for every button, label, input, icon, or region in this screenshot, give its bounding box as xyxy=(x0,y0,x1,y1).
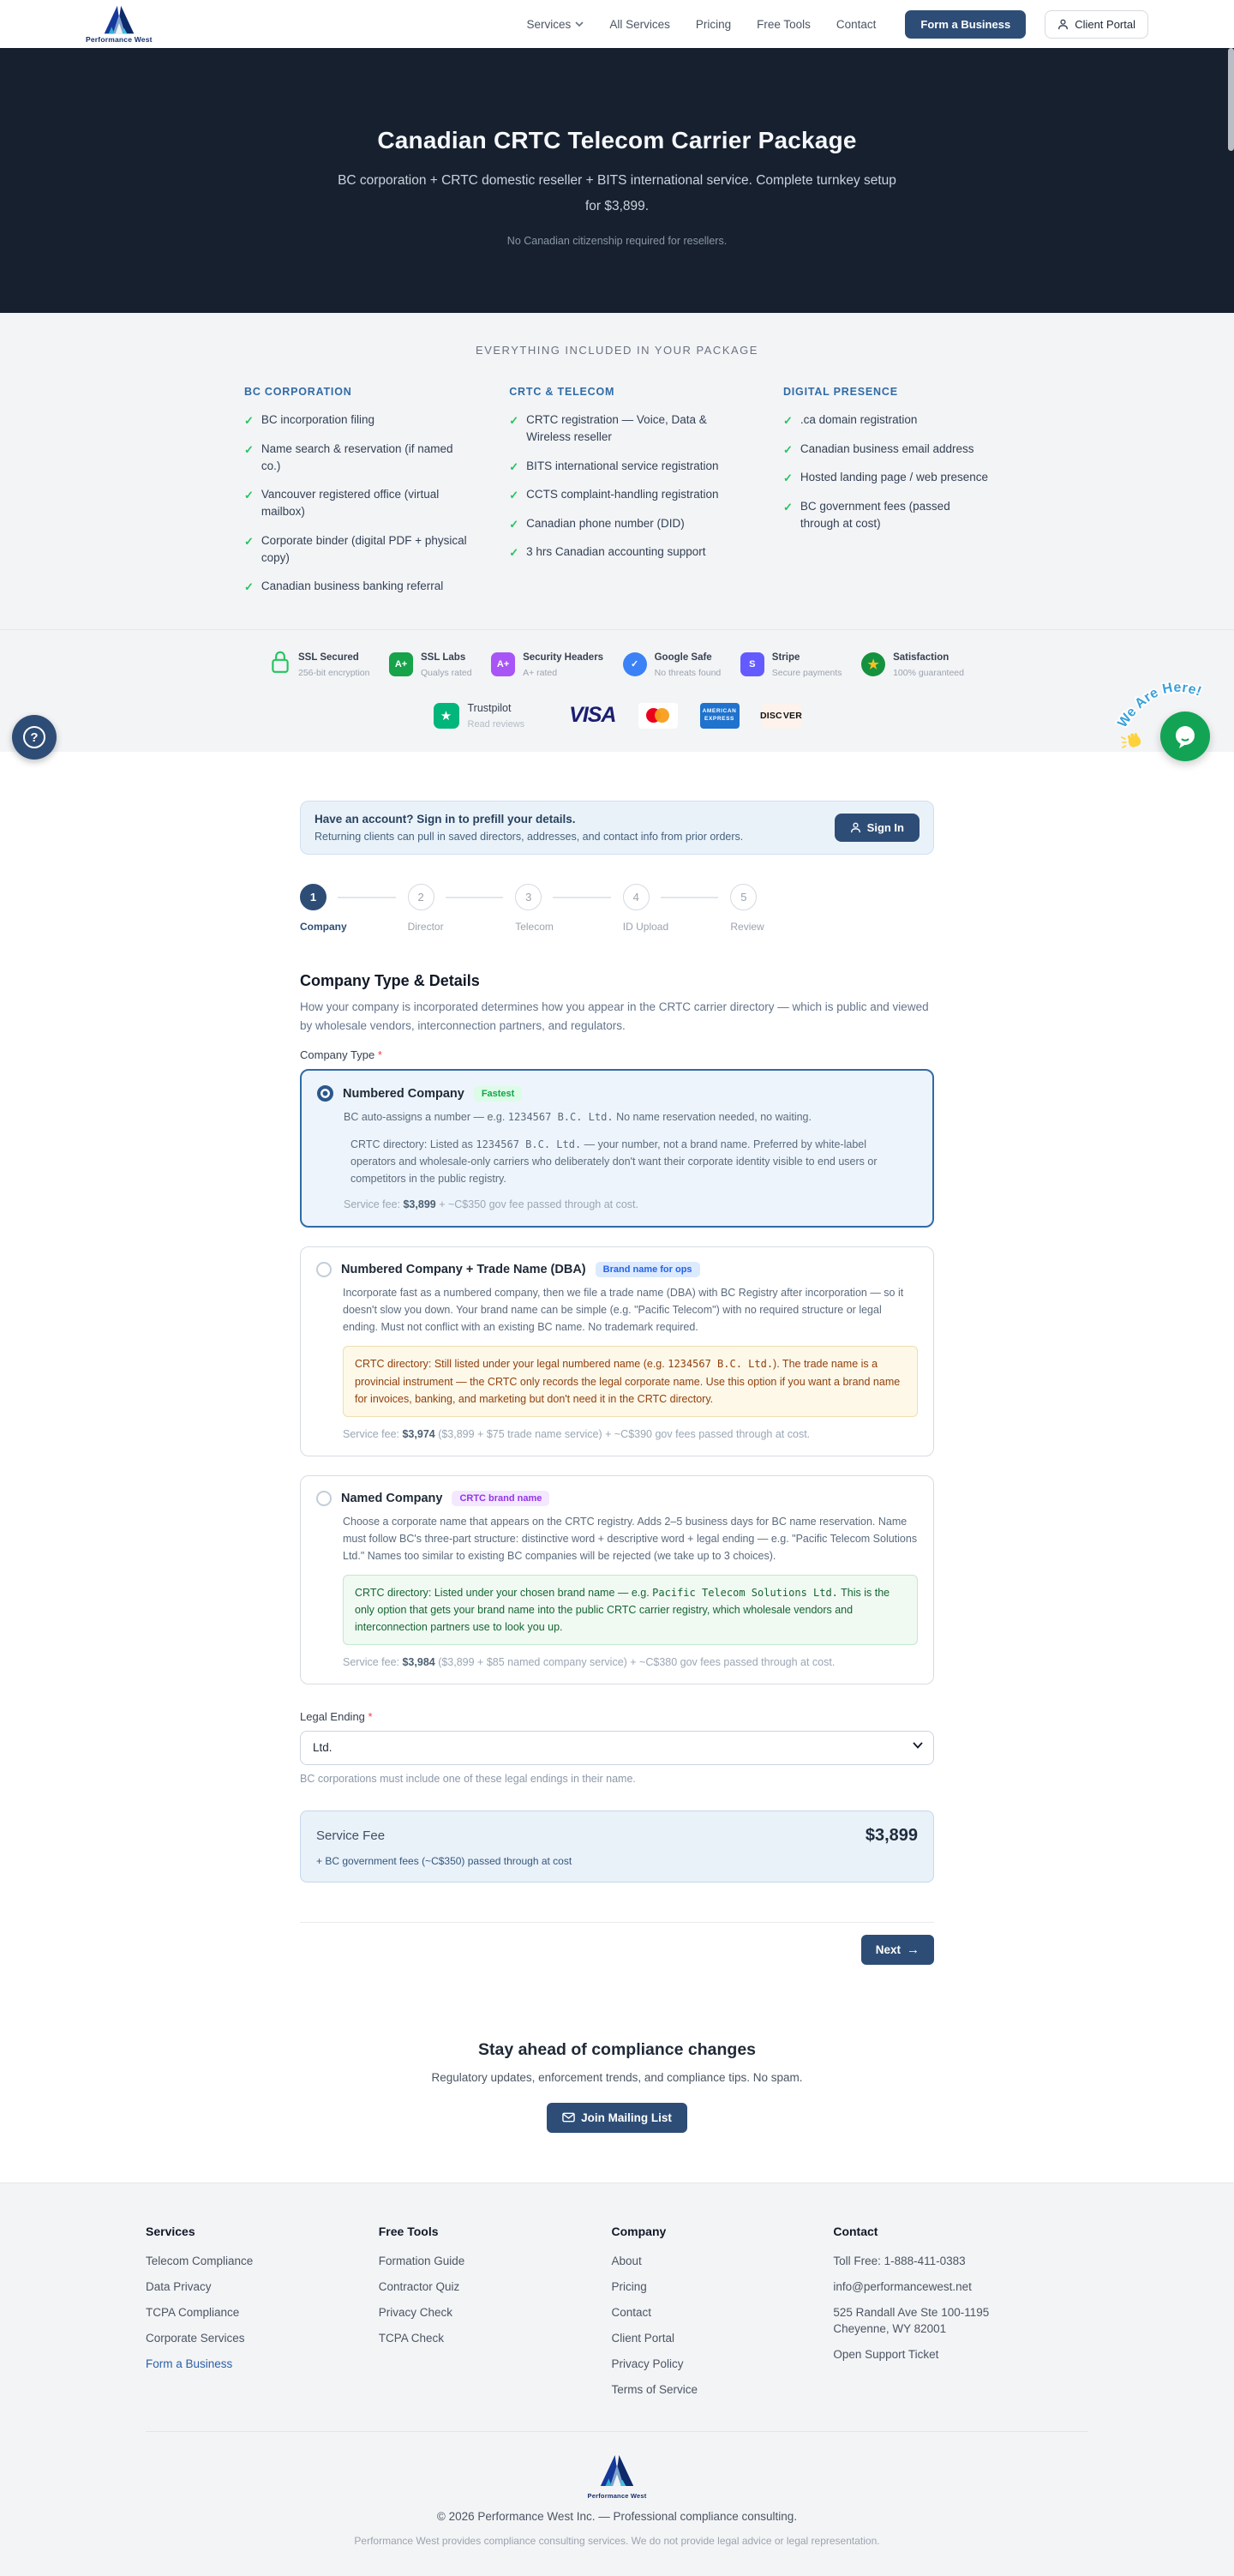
service-fee-label: Service Fee xyxy=(316,1828,386,1843)
service-fee-line: Service fee: $3,974 ($3,899 + $75 trade name service) + ~C$390 gov fees passed through at cost. xyxy=(343,1427,811,1440)
check-icon: ✓ xyxy=(244,580,254,593)
radio-unselected[interactable] xyxy=(316,1491,332,1506)
footer-link[interactable]: Telecom Compliance xyxy=(146,2254,254,2267)
star-icon: ★ xyxy=(861,652,885,676)
list-item: ✓ Canadian business banking referral xyxy=(244,578,473,596)
footer-column-company: Company About Pricing Contact Client Portal Privacy Policy Terms of Service xyxy=(612,2225,834,2409)
svg-text:We Are Here!: We Are Here! xyxy=(1115,680,1204,730)
included-heading: EVERYTHING INCLUDED IN YOUR PACKAGE xyxy=(476,344,758,357)
step-id-upload[interactable]: 4 ID Upload xyxy=(623,884,731,933)
service-fee-line: Service fee: $3,899 + ~C$350 gov fee passed through at cost. xyxy=(344,1198,638,1211)
lock-icon xyxy=(270,650,291,678)
footer-address-line1: 525 Randall Ave Ste 100-1195 xyxy=(833,2305,990,2319)
nav-contact[interactable]: Contact xyxy=(836,17,877,31)
footer-support-ticket-link[interactable]: Open Support Ticket xyxy=(833,2347,939,2361)
badge-ssl-labs: A+ SSL Labs Qualys rated xyxy=(389,649,472,680)
signin-banner xyxy=(300,801,934,855)
footer-link[interactable]: Pricing xyxy=(611,2279,647,2293)
footer xyxy=(0,2183,1234,2576)
footer-address-line2: Cheyenne, WY 82001 xyxy=(833,2321,947,2335)
included-column-bc-corporation: BC CORPORATION ✓ BC incorporation filing ✓ Name search & reservation (if named co.) ✓ Vancouver registered office (virtual mailbox) ✓ Corporate binder (digital PDF + physical copy) ✓ Canadian business banking referral xyxy=(244,386,473,607)
mountain-logo-icon xyxy=(104,5,135,34)
included-column-crtc-telecom: CRTC & TELECOM ✓ CRTC registration — Voice, Data & Wireless reseller ✓ BITS international service registration ✓ CCTS complaint-handling registration ✓ Canadian phone number (DID) ✓ 3 hrs Canadian accounting support xyxy=(509,386,747,607)
form-a-business-button[interactable]: Form a Business xyxy=(905,10,1026,39)
step-review[interactable]: 5 Review xyxy=(730,884,838,933)
check-icon: ✓ xyxy=(509,414,519,427)
option-numbered-company[interactable]: Numbered Company Fastest BC auto-assigns a number — e.g. 1234567 B.C. Ltd. No name reservation needed, no waiting. CRTC directory: Listed as 1234567 B.C. Ltd. — your number, not a brand name. Preferred by white-label operators and wholesale-only carriers who deliberately don't want their corporate identity visible to end users or competitors in the public registry. Service fee: $3,899 + ~C$350 gov fee passed through at cost. xyxy=(300,1069,934,1228)
legal-ending-helper: BC corporations must include one of these legal endings in their name. xyxy=(300,1772,636,1785)
included-section xyxy=(0,313,1234,752)
service-fee-box xyxy=(300,1810,934,1882)
option-numbered-company-dba[interactable]: Numbered Company + Trade Name (DBA) Brand name for ops Incorporate fast as a numbered company, then we file a trade name (DBA) with BC Registry after incorporation — so it doesn't slow you down. Your brand name can be simple (e.g. "Pacific Telecom") with no required structure or legal ending. Must not conflict with an existing BC name. No trademark required. CRTC directory: Still listed under your legal numbered name (e.g. 1234567 B.C. Ltd.). The trade name is a provincial instrument — the CRTC only records the legal corporate name. Use this option if you want a brand name for invoices, banking, and marketing but don't need it in the CRTC directory. Service fee: $3,974 ($3,899 + $75 trade name service) + ~C$390 gov fees passed through at cost. xyxy=(300,1246,934,1456)
stripe-icon: S xyxy=(740,652,764,676)
trust-badges-strip xyxy=(0,629,1234,683)
badge-satisfaction: ★ Satisfaction 100% guaranteed xyxy=(861,649,964,680)
main-nav xyxy=(527,18,877,31)
list-item: ✓ CCTS complaint-handling registration xyxy=(509,486,747,504)
check-icon: ✓ xyxy=(782,500,793,513)
check-icon: ✓ xyxy=(782,414,793,427)
list-item: ✓ Vancouver registered office (virtual mailbox) xyxy=(244,486,473,521)
crtc-directory-note: CRTC directory: Still listed under your legal numbered name (e.g. 1234567 B.C. Ltd.). The trade name is a provincial instrument — the CRTC only records the legal corporate name. Use this option if you want a brand name for invoices, banking, and marketing but don't need it in the CRTC directory. xyxy=(343,1346,918,1416)
crtc-directory-note: CRTC directory: Listed as 1234567 B.C. Ltd. — your number, not a brand name. Preferred by white-label operators and wholesale-only carriers who deliberately don't want their corporate identity visible to end users or competitors in the public registry. xyxy=(350,1138,878,1186)
footer-link[interactable]: Privacy Check xyxy=(378,2305,453,2319)
brand-name-for-ops-badge: Brand name for ops xyxy=(596,1262,700,1277)
footer-phone[interactable]: Toll Free: 1-888-411-0383 xyxy=(833,2254,966,2267)
question-mark-icon: ? xyxy=(23,726,45,748)
list-item: ✓ Corporate binder (digital PDF + physical copy) xyxy=(244,532,473,567)
progress-stepper xyxy=(300,884,838,933)
form-description: How your company is incorporated determines how you appear in the CRTC carrier directory — which is public and viewed by wholesale vendors, interconnection partners, and regulators. xyxy=(300,1000,929,1032)
step-telecom[interactable]: 3 Telecom xyxy=(515,884,623,933)
brand-logo[interactable] xyxy=(86,5,153,44)
footer-logo: Performance West xyxy=(588,2454,647,2500)
chat-button[interactable] xyxy=(1160,712,1210,761)
company-type-label: Company Type * xyxy=(300,1048,382,1062)
mastercard-logo xyxy=(638,703,678,729)
signin-subtitle: Returning clients can pull in saved directors, addresses, and contact info from prior orders. xyxy=(314,830,744,843)
footer-link[interactable]: Formation Guide xyxy=(378,2254,465,2267)
mountain-logo-icon xyxy=(600,2454,634,2491)
radio-unselected[interactable] xyxy=(316,1262,332,1277)
crtc-brand-name-badge: CRTC brand name xyxy=(452,1491,549,1506)
footer-column-contact: Contact Toll Free: 1-888-411-0383 info@performancewest.net 525 Randall Ave Ste 100-1195 Cheyenne, WY 82001 Open Support Ticket xyxy=(833,2225,1088,2409)
scrollbar-thumb[interactable] xyxy=(1228,48,1234,151)
a-plus-rating-icon: A+ xyxy=(389,652,413,676)
footer-link[interactable]: Privacy Policy xyxy=(611,2357,684,2370)
envelope-icon xyxy=(562,2112,575,2123)
legal-ending-select[interactable] xyxy=(300,1731,934,1765)
footer-link[interactable]: TCPA Check xyxy=(378,2331,445,2345)
check-icon: ✓ xyxy=(509,546,519,559)
divider xyxy=(300,1922,934,1923)
nav-pricing[interactable]: Pricing xyxy=(695,17,732,31)
step-company[interactable]: 1 Company xyxy=(300,884,408,933)
newsletter-heading: Stay ahead of compliance changes xyxy=(477,2039,757,2059)
option-named-company[interactable]: Named Company CRTC brand name Choose a corporate name that appears on the CRTC registry. Adds 2–5 business days for BC name reservation. Name must follow BC's three-part structure: distinctive word + descriptive word + legal ending — e.g. "Pacific Telecom Solutions Ltd." Names too similar to existing BC companies will be rejected (we take up to 3 choices). CRTC directory: Listed under your chosen brand name — e.g. Pacific Telecom Solutions Ltd. This is the only option that gets your brand name into the public CRTC carrier registry, which wholesale vendors and interconnection partners use to look you up. Service fee: $3,984 ($3,899 + $85 named company service) + ~C$380 gov fees passed through at cost. xyxy=(300,1475,934,1684)
radio-selected[interactable] xyxy=(317,1085,333,1102)
chat-bubble-icon xyxy=(1172,724,1198,749)
footer-link[interactable]: Contact xyxy=(611,2305,652,2319)
hero-subtitle: BC corporation + CRTC domestic reseller + BITS international service. Complete turnkey setup for $3,899. xyxy=(338,173,896,214)
sign-in-button[interactable]: Sign In xyxy=(835,814,920,842)
brand-name: Performance West xyxy=(86,34,153,44)
list-item: ✓ .ca domain registration xyxy=(783,411,990,429)
list-item: ✓ Canadian phone number (DID) xyxy=(509,515,747,533)
step-director[interactable]: 2 Director xyxy=(408,884,516,933)
crtc-directory-note: CRTC directory: Listed under your chosen brand name — e.g. Pacific Telecom Solutions Ltd. This is the only option that gets your brand name into the public CRTC carrier registry, which wholesale vendors and interconnection partners use to look you up. xyxy=(343,1575,918,1645)
waving-hand-icon xyxy=(1121,731,1143,754)
badge-ssl-secured: SSL Secured 256-bit encryption xyxy=(270,649,369,680)
discover-logo: DISC VER xyxy=(762,703,801,729)
chat-widget xyxy=(1109,679,1224,761)
nav-services[interactable]: Services xyxy=(527,18,584,31)
list-item: ✓ BITS international service registration xyxy=(509,458,747,476)
list-item: ✓ 3 hrs Canadian accounting support xyxy=(509,543,747,561)
fastest-badge: Fastest xyxy=(474,1086,523,1102)
list-item: ✓ BC government fees (passed through at cost) xyxy=(783,498,990,533)
trustpilot-star-icon: ★ xyxy=(434,703,459,729)
form-heading: Company Type & Details xyxy=(300,971,480,989)
check-icon: ✓ xyxy=(782,442,793,456)
a-plus-rating-icon: A+ xyxy=(491,652,515,676)
visa-logo: VISA xyxy=(569,703,616,727)
trustpilot-badge[interactable]: ★ Trustpilot Read reviews xyxy=(434,700,525,731)
hero-note: No Canadian citizenship required for resellers. xyxy=(506,235,728,248)
footer-link[interactable]: Client Portal xyxy=(611,2331,675,2345)
footer-link[interactable]: TCPA Compliance xyxy=(146,2305,240,2319)
nav-all-services[interactable]: All Services xyxy=(609,17,670,31)
service-fee-note: + BC government fees (~C$350) passed through at cost xyxy=(316,1854,572,1867)
hero-section xyxy=(0,48,1234,313)
check-icon: ✓ xyxy=(244,442,254,456)
footer-link[interactable]: Terms of Service xyxy=(611,2382,698,2396)
payments-row xyxy=(0,680,1234,752)
list-item: ✓ Canadian business email address xyxy=(783,441,990,459)
footer-link[interactable]: Corporate Services xyxy=(146,2331,245,2345)
next-button[interactable]: Next → xyxy=(861,1935,934,1965)
chevron-down-icon xyxy=(575,21,584,27)
amex-logo: AMERICAN EXPRESS xyxy=(700,703,740,729)
check-icon: ✓ xyxy=(782,471,793,484)
check-icon: ✓ xyxy=(509,489,519,501)
nav-free-tools[interactable]: Free Tools xyxy=(757,17,811,31)
help-button[interactable] xyxy=(12,715,57,760)
join-mailing-list-button[interactable]: Join Mailing List xyxy=(547,2103,687,2133)
newsletter-section xyxy=(0,1970,1234,2183)
badge-stripe: S Stripe Secure payments xyxy=(740,649,842,680)
disclaimer: Performance West provides compliance consulting services. We do not provide legal advice or legal representation. xyxy=(354,2534,880,2547)
footer-link[interactable]: Data Privacy xyxy=(146,2279,212,2293)
check-icon: ✓ xyxy=(509,459,519,473)
header xyxy=(0,0,1234,48)
badge-google-safe: ✓ Google Safe No threats found xyxy=(623,649,722,680)
footer-bottom xyxy=(146,2431,1088,2576)
list-item: ✓ BC incorporation filing xyxy=(244,411,473,429)
copyright: © 2026 Performance West Inc. — Professional compliance consulting. xyxy=(436,2509,798,2523)
badge-security-headers: A+ Security Headers A+ rated xyxy=(491,649,603,680)
check-icon: ✓ xyxy=(244,414,254,427)
check-circle-icon: ✓ xyxy=(623,652,647,676)
list-item: ✓ Hosted landing page / web presence xyxy=(783,469,990,487)
signin-title: Have an account? Sign in to prefill your details. xyxy=(314,812,576,826)
footer-link[interactable]: Contractor Quiz xyxy=(378,2279,460,2293)
person-icon xyxy=(850,822,861,833)
person-icon xyxy=(1057,19,1069,30)
footer-column-services: Services Telecom Compliance Data Privacy TCPA Compliance Corporate Services Form a Business xyxy=(146,2225,379,2409)
client-portal-button[interactable]: Client Portal xyxy=(1045,10,1148,39)
included-column-digital-presence: DIGITAL PRESENCE ✓ .ca domain registration ✓ Canadian business email address ✓ Hosted landing page / web presence ✓ BC government fees (passed through at cost) xyxy=(783,386,990,607)
footer-link[interactable]: About xyxy=(611,2254,642,2267)
page-title: Canadian CRTC Telecom Carrier Package xyxy=(377,127,857,153)
arrow-right-icon: → xyxy=(907,1942,920,1957)
check-icon: ✓ xyxy=(244,489,254,501)
footer-link-form-a-business[interactable]: Form a Business xyxy=(146,2357,233,2370)
list-item: ✓ CRTC registration — Voice, Data & Wireless reseller xyxy=(509,411,747,447)
check-icon: ✓ xyxy=(509,517,519,531)
check-icon: ✓ xyxy=(244,534,254,548)
newsletter-text: Regulatory updates, enforcement trends, and compliance tips. No spam. xyxy=(431,2070,803,2084)
included-columns xyxy=(244,386,990,607)
legal-ending-label: Legal Ending * xyxy=(300,1709,373,1723)
footer-column-free-tools: Free Tools Formation Guide Contractor Quiz Privacy Check TCPA Check xyxy=(379,2225,612,2409)
footer-email[interactable]: info@performancewest.net xyxy=(833,2279,972,2293)
service-fee-line: Service fee: $3,984 ($3,899 + $85 named company service) + ~C$380 gov fees passed through at cost. xyxy=(343,1655,836,1668)
order-form xyxy=(300,752,934,1970)
service-fee-amount: $3,899 xyxy=(865,1825,918,1845)
list-item: ✓ Name search & reservation (if named co.) xyxy=(244,441,473,476)
